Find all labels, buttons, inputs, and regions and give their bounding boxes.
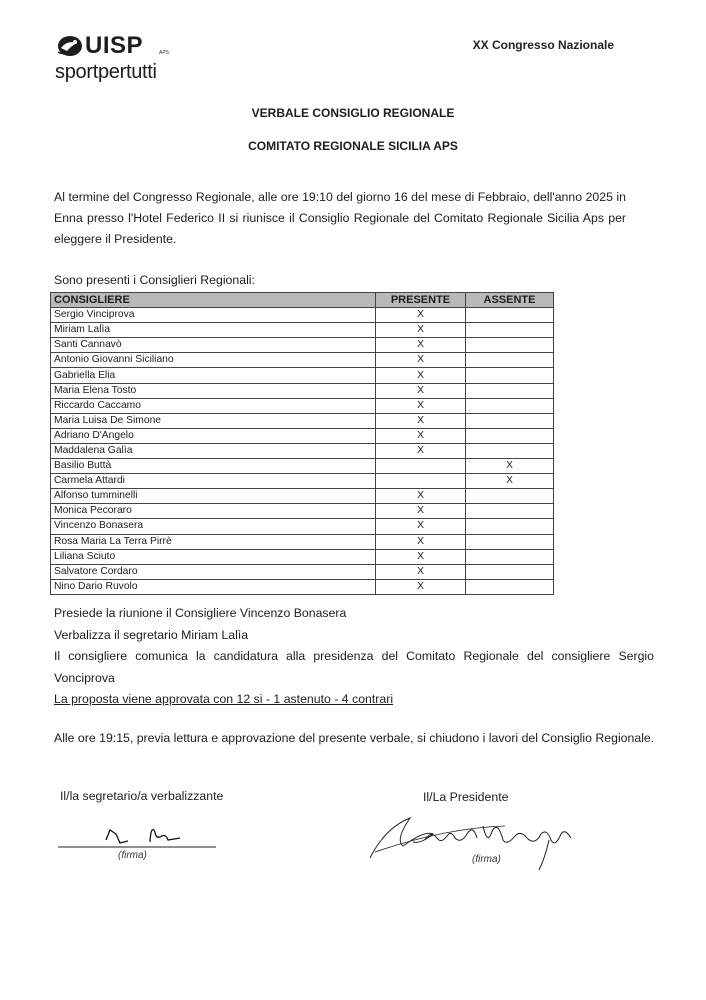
header-assente: ASSENTE	[466, 293, 554, 308]
present-mark: X	[376, 579, 466, 594]
present-mark: X	[376, 564, 466, 579]
approvazione-line: La proposta viene approvata con 12 si - 1 astenuto - 4 contrari	[54, 692, 394, 706]
table-row	[51, 564, 554, 579]
congress-label: XX Congresso Nazionale	[472, 38, 614, 52]
present-mark: X	[376, 353, 466, 368]
verbalizza-line: Verbalizza il segretario Miriam Lalìa	[54, 627, 249, 642]
absent-mark	[466, 323, 554, 338]
table-row	[51, 428, 554, 443]
councillor-name: Gabriella Elia	[51, 368, 376, 383]
present-mark: X	[376, 519, 466, 534]
councillor-name: Liliana Sciuto	[51, 549, 376, 564]
table-row	[51, 353, 554, 368]
present-mark: X	[376, 338, 466, 353]
absent-mark	[466, 368, 554, 383]
councillor-name: Santi Cannavò	[51, 338, 376, 353]
absent-mark: X	[466, 459, 554, 474]
present-mark	[376, 474, 466, 489]
councillor-name: Riccardo Caccamo	[51, 398, 376, 413]
present-mark: X	[376, 323, 466, 338]
councillor-name: Maddalena Galìa	[51, 443, 376, 458]
absent-mark	[466, 308, 554, 323]
table-header-row	[51, 293, 554, 308]
logo-name: UISP	[85, 32, 144, 59]
absent-mark	[466, 519, 554, 534]
header-presente: PRESENTE	[376, 293, 466, 308]
table-row	[51, 413, 554, 428]
table-row	[51, 308, 554, 323]
table-row	[51, 338, 554, 353]
present-mark: X	[376, 504, 466, 519]
absent-mark	[466, 383, 554, 398]
header-consigliere: CONSIGLIERE	[51, 293, 376, 308]
table-row	[51, 474, 554, 489]
firma-left: (firma)	[118, 850, 147, 861]
intro-paragraph: Al termine del Congresso Regionale, alle ore 19:10 del giorno 16 del mese di Febbraio, dell'anno 2025 in Enna presso l'Hotel Federico II si riunisce il Consiglio Regionale del Comitato Regionale Sicilia Aps per eleggere il Presidente.	[54, 190, 626, 246]
document-title: VERBALE CONSIGLIO REGIONALE	[251, 106, 455, 120]
present-mark: X	[376, 549, 466, 564]
document-subtitle: COMITATO REGIONALE SICILIA APS	[248, 139, 458, 153]
absent-mark	[466, 564, 554, 579]
table-row	[51, 368, 554, 383]
present-mark: X	[376, 308, 466, 323]
table-row	[51, 489, 554, 504]
table-row	[51, 579, 554, 594]
absent-mark	[466, 504, 554, 519]
uisp-runner-icon	[55, 34, 83, 58]
absent-mark	[466, 353, 554, 368]
firma-right: (firma)	[472, 854, 501, 865]
absent-mark	[466, 489, 554, 504]
councillor-name: Alfonso tumminelli	[51, 489, 376, 504]
president-label: Il/La Presidente	[423, 790, 509, 804]
table-row	[51, 519, 554, 534]
absent-mark: X	[466, 474, 554, 489]
councillor-name: Maria Luisa De Simone	[51, 413, 376, 428]
councillor-name: Nino Dario Ruvolo	[51, 579, 376, 594]
present-mark: X	[376, 489, 466, 504]
absent-mark	[466, 338, 554, 353]
candidatura-line: Il consigliere comunica la candidatura alla presidenza del Comitato Regionale del consigliere Sergio Vonciprova	[54, 649, 654, 685]
present-mark: X	[376, 383, 466, 398]
presiede-line: Presiede la riunione il Consigliere Vincenzo Bonasera	[54, 606, 347, 620]
present-mark: X	[376, 428, 466, 443]
table-row	[51, 504, 554, 519]
present-mark	[376, 459, 466, 474]
councillor-name: Sergio Vinciprova	[51, 308, 376, 323]
absent-mark	[466, 413, 554, 428]
councillor-name: Vincenzo Bonasera	[51, 519, 376, 534]
councillor-name: Miriam Lalìa	[51, 323, 376, 338]
table-row	[51, 549, 554, 564]
secretary-label: Il/la segretario/a verbalizzante	[60, 789, 224, 803]
absent-mark	[466, 428, 554, 443]
logo-tagline: sportpertutti	[55, 61, 157, 83]
councillor-name: Salvatore Cordaro	[51, 564, 376, 579]
councillor-name: Carmela Attardi	[51, 474, 376, 489]
councillor-name: Antonio Giovanni Siciliano	[51, 353, 376, 368]
present-label: Sono presenti i Consiglieri Regionali:	[54, 273, 255, 287]
minutes-body	[54, 603, 654, 711]
absent-mark	[466, 579, 554, 594]
present-mark: X	[376, 398, 466, 413]
councillor-name: Basilio Buttà	[51, 459, 376, 474]
uisp-logo	[55, 32, 175, 92]
present-mark: X	[376, 368, 466, 383]
councillor-name: Maria Elena Tosto	[51, 383, 376, 398]
table-row	[51, 443, 554, 458]
table-row	[51, 459, 554, 474]
absent-mark	[466, 534, 554, 549]
present-mark: X	[376, 534, 466, 549]
absent-mark	[466, 443, 554, 458]
closing-line: Alle ore 19:15, previa lettura e approvazione del presente verbale, si chiudono i lavori del Consiglio Regionale.	[54, 731, 655, 745]
councillor-name: Monica Pecoraro	[51, 504, 376, 519]
councillors-table	[50, 292, 554, 595]
logo-aps: APS	[159, 50, 170, 56]
councillor-name: Adriano D'Angelo	[51, 428, 376, 443]
secretary-signature	[58, 810, 218, 870]
table-row	[51, 323, 554, 338]
present-mark: X	[376, 413, 466, 428]
present-mark: X	[376, 443, 466, 458]
table-row	[51, 383, 554, 398]
table-row	[51, 534, 554, 549]
councillor-name: Rosa Maria La Terra Pirrè	[51, 534, 376, 549]
table-row	[51, 398, 554, 413]
absent-mark	[466, 549, 554, 564]
absent-mark	[466, 398, 554, 413]
